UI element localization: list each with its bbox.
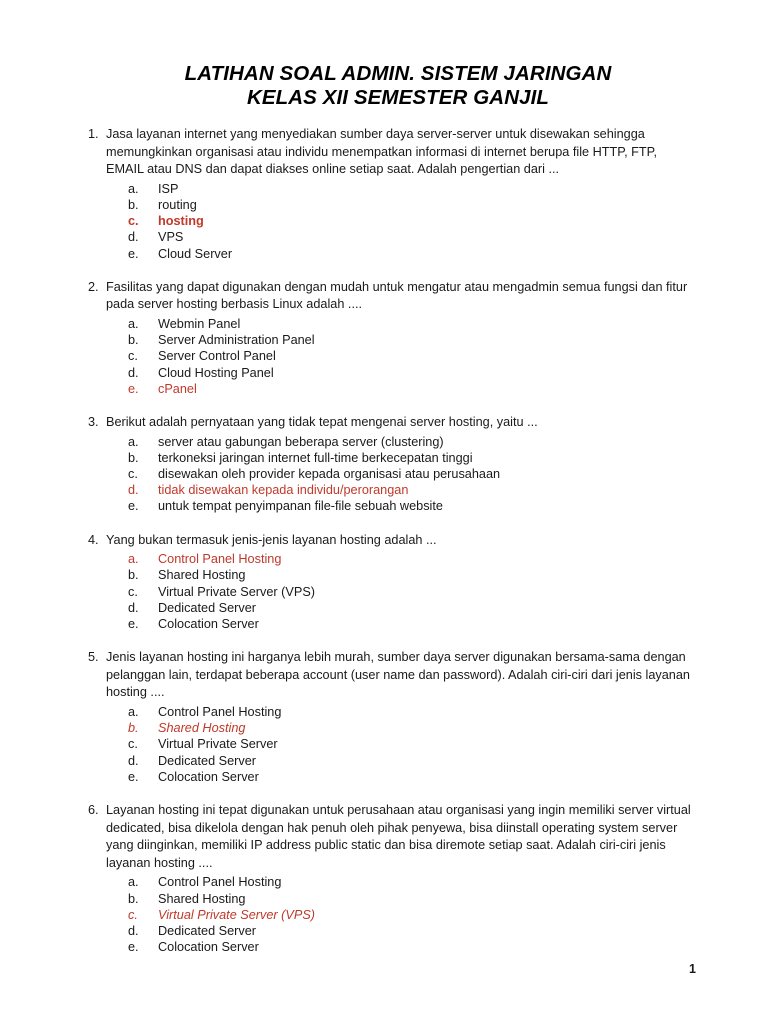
option-item[interactable]	[128, 332, 694, 348]
question-item	[88, 126, 694, 262]
title-line-1: LATIHAN SOAL ADMIN. SISTEM JARINGAN	[184, 62, 612, 85]
question-item	[88, 649, 694, 785]
option-item[interactable]	[128, 567, 694, 583]
question-number: 1.	[88, 127, 99, 141]
question-list	[88, 126, 694, 955]
option-text: Shared Hosting	[158, 721, 246, 736]
option-text: Virtual Private Server (VPS)	[158, 907, 316, 922]
option-item[interactable]	[128, 584, 694, 600]
option-letter: b.	[128, 197, 139, 212]
question-text: Jenis layanan hosting ini harganya lebih murah, sumber daya server digunakan bersama-sama dengan pelanggan lain, terdapat beberapa account (user name dan password). Adalah ciri-ciri dari jenis layanan hosting ....	[106, 650, 690, 700]
option-letter: a.	[128, 316, 139, 331]
option-text: Colocation Server	[158, 617, 259, 632]
option-item[interactable]	[128, 704, 694, 720]
option-item[interactable]	[128, 720, 694, 736]
option-text: hosting	[158, 214, 204, 229]
option-item[interactable]	[128, 181, 694, 197]
option-list	[88, 434, 694, 515]
option-text: terkoneksi jaringan internet full-time berkecepatan tinggi	[158, 450, 473, 465]
question-number: 5.	[88, 650, 99, 665]
option-letter: b.	[128, 333, 139, 348]
option-text: disewakan oleh provider kepada organisasi atau perusahaan	[158, 467, 501, 481]
option-item[interactable]	[128, 551, 694, 567]
title-line-2: KELAS XII SEMESTER GANJIL	[246, 86, 550, 109]
option-letter: b.	[128, 721, 139, 736]
option-item[interactable]	[128, 213, 694, 229]
question-number: 3.	[88, 415, 99, 429]
question-item	[88, 279, 694, 397]
option-text: Shared Hosting	[158, 891, 246, 906]
page-number: 1	[689, 962, 696, 976]
question-text: Jasa layanan internet yang menyediakan sumber daya server-server untuk disewakan sehingga memungkinkan organisasi atau individu menempatkan informasi di internet berupa file HTTP, FTP, EMAIL atau DNS dan dapat diakses online setiap saat. Adalah pengertian dari ...	[106, 127, 658, 177]
option-item[interactable]	[128, 907, 694, 923]
option-letter: d.	[128, 483, 139, 498]
option-item[interactable]	[128, 434, 694, 450]
option-item[interactable]	[128, 450, 694, 466]
document-title	[88, 0, 708, 110]
option-text: server atau gabungan beberapa server (clustering)	[158, 434, 444, 449]
option-text: Dedicated Server	[158, 600, 257, 615]
option-text: tidak disewakan kepada individu/perorangan	[158, 483, 409, 498]
option-letter: b.	[128, 891, 139, 906]
option-item[interactable]	[128, 381, 694, 397]
option-text: Virtual Private Server	[158, 737, 278, 752]
question-text: Berikut adalah pernyataan yang tidak tepat mengenai server hosting, yaitu ...	[106, 415, 538, 429]
option-item[interactable]	[128, 466, 694, 482]
option-item[interactable]	[128, 197, 694, 213]
option-text: Colocation Server	[158, 769, 259, 784]
option-letter: d.	[128, 600, 139, 615]
option-text: Webmin Panel	[158, 316, 241, 331]
option-item[interactable]	[128, 769, 694, 785]
option-letter: e.	[128, 381, 139, 396]
option-letter: e.	[128, 617, 139, 632]
option-text: ISP	[158, 181, 179, 196]
option-letter: d.	[128, 365, 139, 380]
option-list	[88, 704, 694, 785]
option-item[interactable]	[128, 348, 694, 364]
option-item[interactable]	[128, 616, 694, 632]
question-text: Fasilitas yang dapat digunakan dengan mudah untuk mengatur atau mengadmin semua fungsi dan fitur pada server hosting berbasis Linux adalah ....	[106, 279, 688, 312]
option-text: Server Control Panel	[158, 349, 276, 364]
option-item[interactable]	[128, 229, 694, 245]
option-text: Shared Hosting	[158, 568, 246, 583]
option-letter: c.	[128, 584, 138, 599]
option-letter: d.	[128, 230, 139, 245]
question-number: 4.	[88, 532, 99, 547]
option-text: Colocation Server	[158, 940, 259, 955]
option-list	[88, 316, 694, 397]
option-item[interactable]	[128, 874, 694, 890]
option-item[interactable]	[128, 498, 694, 514]
option-text: Cloud Server	[158, 246, 233, 261]
option-item[interactable]	[128, 939, 694, 955]
option-list	[88, 874, 694, 955]
question-header	[88, 532, 694, 550]
option-text: Control Panel Hosting	[158, 705, 282, 719]
option-text: Control Panel Hosting	[158, 875, 282, 890]
option-letter: a.	[128, 181, 139, 196]
option-letter: c.	[128, 349, 138, 364]
option-letter: e.	[128, 769, 139, 784]
option-list	[88, 551, 694, 632]
option-text: Server Administration Panel	[158, 333, 315, 348]
option-text: cPanel	[158, 381, 197, 396]
option-letter: c.	[128, 737, 138, 752]
option-item[interactable]	[128, 923, 694, 939]
option-item[interactable]	[128, 891, 694, 907]
question-header	[88, 414, 694, 432]
option-letter: e.	[128, 499, 139, 514]
question-header	[88, 802, 694, 872]
option-letter: b.	[128, 450, 139, 465]
option-letter: d.	[128, 753, 139, 768]
option-letter: a.	[128, 875, 139, 890]
option-letter: d.	[128, 924, 139, 938]
option-letter: b.	[128, 568, 139, 583]
option-letter: e.	[128, 940, 139, 955]
question-header	[88, 649, 694, 702]
question-number: 2.	[88, 279, 99, 294]
option-letter: a.	[128, 434, 139, 449]
option-text: Dedicated Server	[158, 924, 257, 938]
option-text: VPS	[158, 230, 184, 245]
option-text: routing	[158, 197, 197, 212]
question-text: Yang bukan termasuk jenis-jenis layanan hosting adalah ...	[106, 532, 437, 547]
option-item[interactable]	[128, 365, 694, 381]
option-item[interactable]	[128, 600, 694, 616]
option-letter: c.	[128, 214, 139, 229]
option-text: Cloud Hosting Panel	[158, 365, 274, 380]
option-letter: a.	[128, 705, 139, 719]
question-header	[88, 279, 694, 314]
option-text: Virtual Private Server (VPS)	[158, 584, 316, 599]
option-text: Control Panel Hosting	[158, 552, 282, 567]
question-text: Layanan hosting ini tepat digunakan untuk perusahaan atau organisasi yang ingin memiliki server virtual dedicated, bisa dikelola dengan hak penuh oleh pihak penyewa, bisa diinstall operating system server yang diinginkan, memiliki IP address public static dan bisa diremote setiap saat. Adalah ciri-ciri jenis layanan hosting ....	[106, 803, 691, 870]
option-list	[88, 181, 694, 262]
option-letter: e.	[128, 246, 139, 261]
question-item	[88, 414, 694, 515]
question-header	[88, 126, 694, 179]
option-item[interactable]	[128, 736, 694, 752]
option-item[interactable]	[128, 246, 694, 262]
option-text: untuk tempat penyimpanan file-file sebuah website	[158, 499, 443, 514]
question-item	[88, 802, 694, 955]
option-item[interactable]	[128, 316, 694, 332]
option-letter: a.	[128, 552, 139, 567]
option-item[interactable]	[128, 482, 694, 498]
question-number: 6.	[88, 803, 99, 818]
question-item	[88, 532, 694, 633]
option-letter: c.	[128, 907, 138, 922]
option-item[interactable]	[128, 753, 694, 769]
option-text: Dedicated Server	[158, 753, 257, 768]
option-letter: c.	[128, 467, 138, 481]
